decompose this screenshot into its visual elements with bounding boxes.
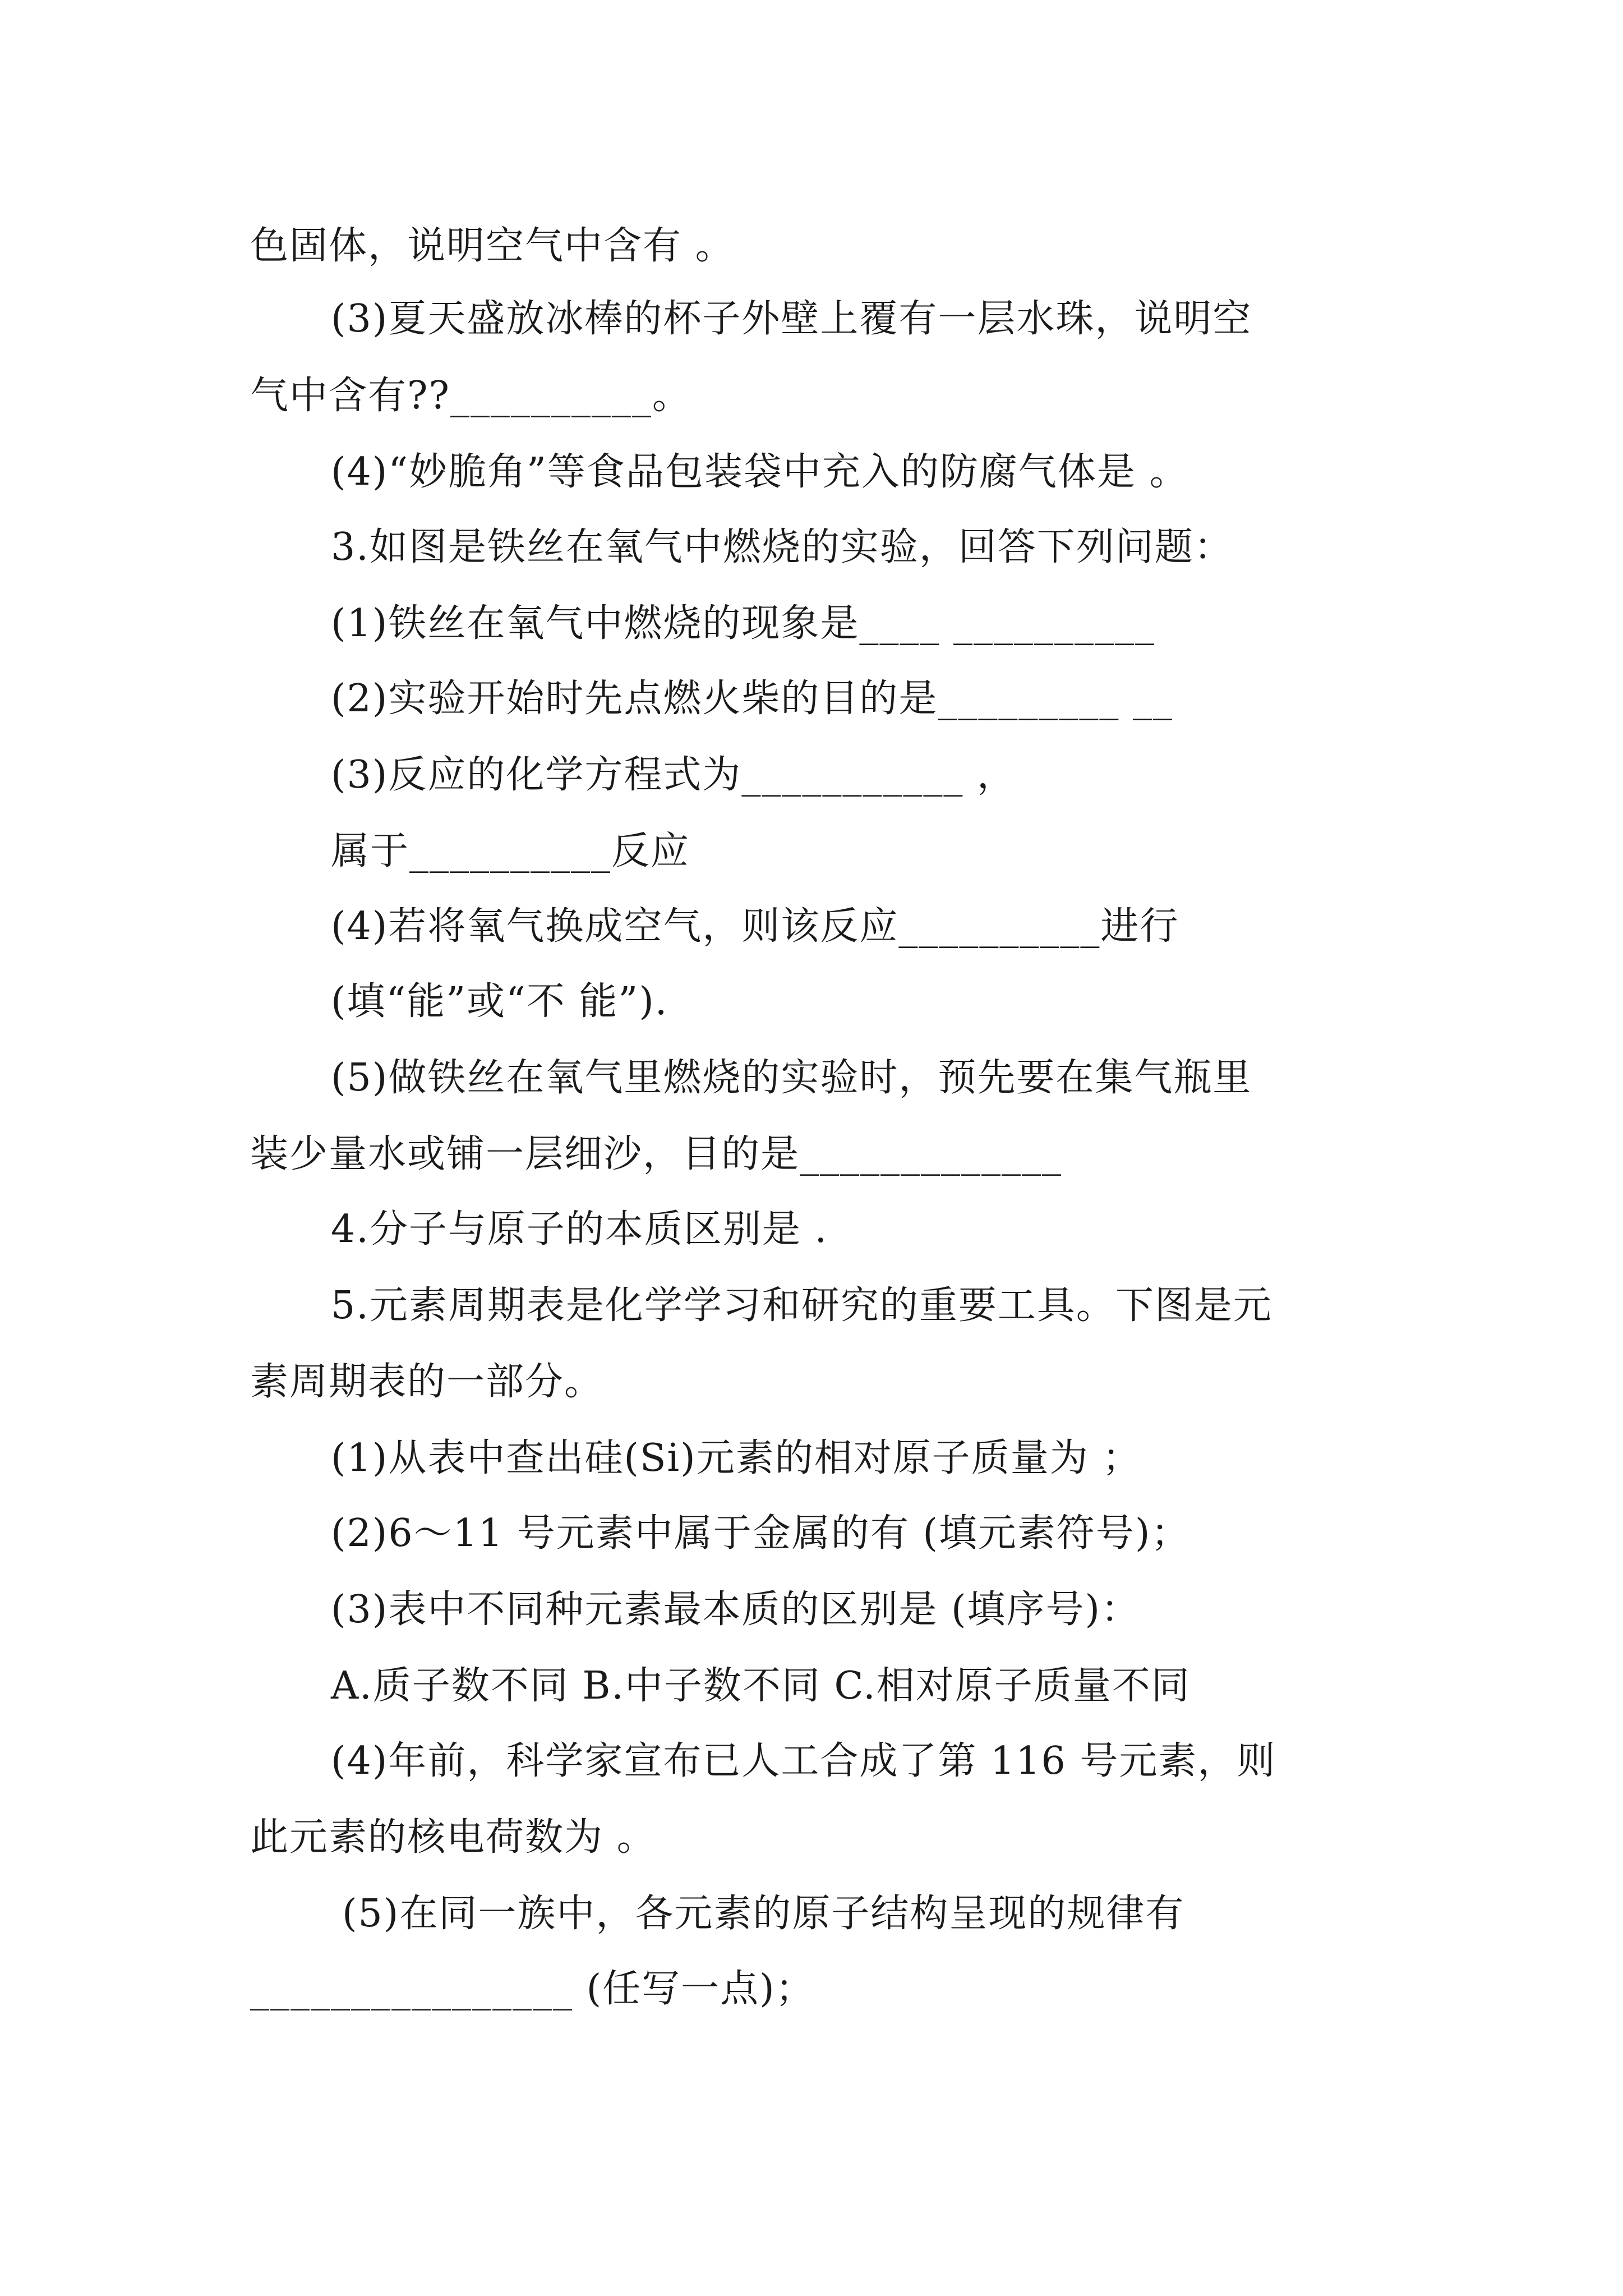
text-line: 气中含有??__________。	[250, 374, 691, 418]
question-4-heading: 4.分子与原子的本质区别是 .	[331, 1207, 828, 1251]
text-line: (填“能”或“不 能”).	[331, 979, 668, 1024]
text-line: 此元素的核电荷数为 。	[250, 1815, 656, 1860]
text-line: (1)铁丝在氧气中燃烧的现象是____ __________	[331, 601, 1155, 646]
question-3-heading: 3.如图是铁丝在氧气中燃烧的实验，回答下列问题：	[331, 525, 1233, 569]
text-line: (1)从表中查出硅(Si)元素的相对原子质量为 ；	[331, 1436, 1142, 1480]
text-line: 素周期表的一部分。	[250, 1360, 604, 1404]
text-line: (3)反应的化学方程式为___________ ，	[331, 753, 1016, 797]
text-line: 装少量水或铺一层细沙，目的是_____________	[250, 1132, 1063, 1176]
text-line: (3)夏天盛放冰棒的杯子外壁上覆有一层水珠，说明空	[331, 297, 1252, 341]
text-line: 属于__________反应	[331, 829, 690, 873]
text-line: (2)6～11 号元素中属于金属的有 (填元素符号)；	[331, 1511, 1191, 1556]
text-line: (3)表中不同种元素最本质的区别是 (填序号)：	[331, 1588, 1140, 1632]
text-line: (4)若将氧气换成空气，则该反应__________进行	[331, 904, 1179, 949]
text-line: (5)做铁丝在氧气里燃烧的实验时，预先要在集气瓶里	[331, 1056, 1252, 1100]
text-line: (4)“妙脆角”等食品包装袋中充入的防腐气体是 。	[331, 450, 1189, 494]
text-line: (5)在同一族中，各元素的原子结构呈现的规律有	[342, 1892, 1185, 1936]
text-line: (2)实验开始时先点燃火柴的目的是_________ __	[331, 677, 1173, 721]
text-line: (4)年前，科学家宣布已人工合成了第 116 号元素，则	[331, 1739, 1276, 1783]
text-line: ________________ (任写一点)；	[250, 1967, 815, 2011]
question-5-heading: 5.元素周期表是化学学习和研究的重要工具。下图是元	[331, 1283, 1272, 1328]
answer-options: A.质子数不同 B.中子数不同 C.相对原子质量不同	[331, 1664, 1191, 1708]
text-line: 色固体，说明空气中含有 。	[250, 224, 735, 268]
